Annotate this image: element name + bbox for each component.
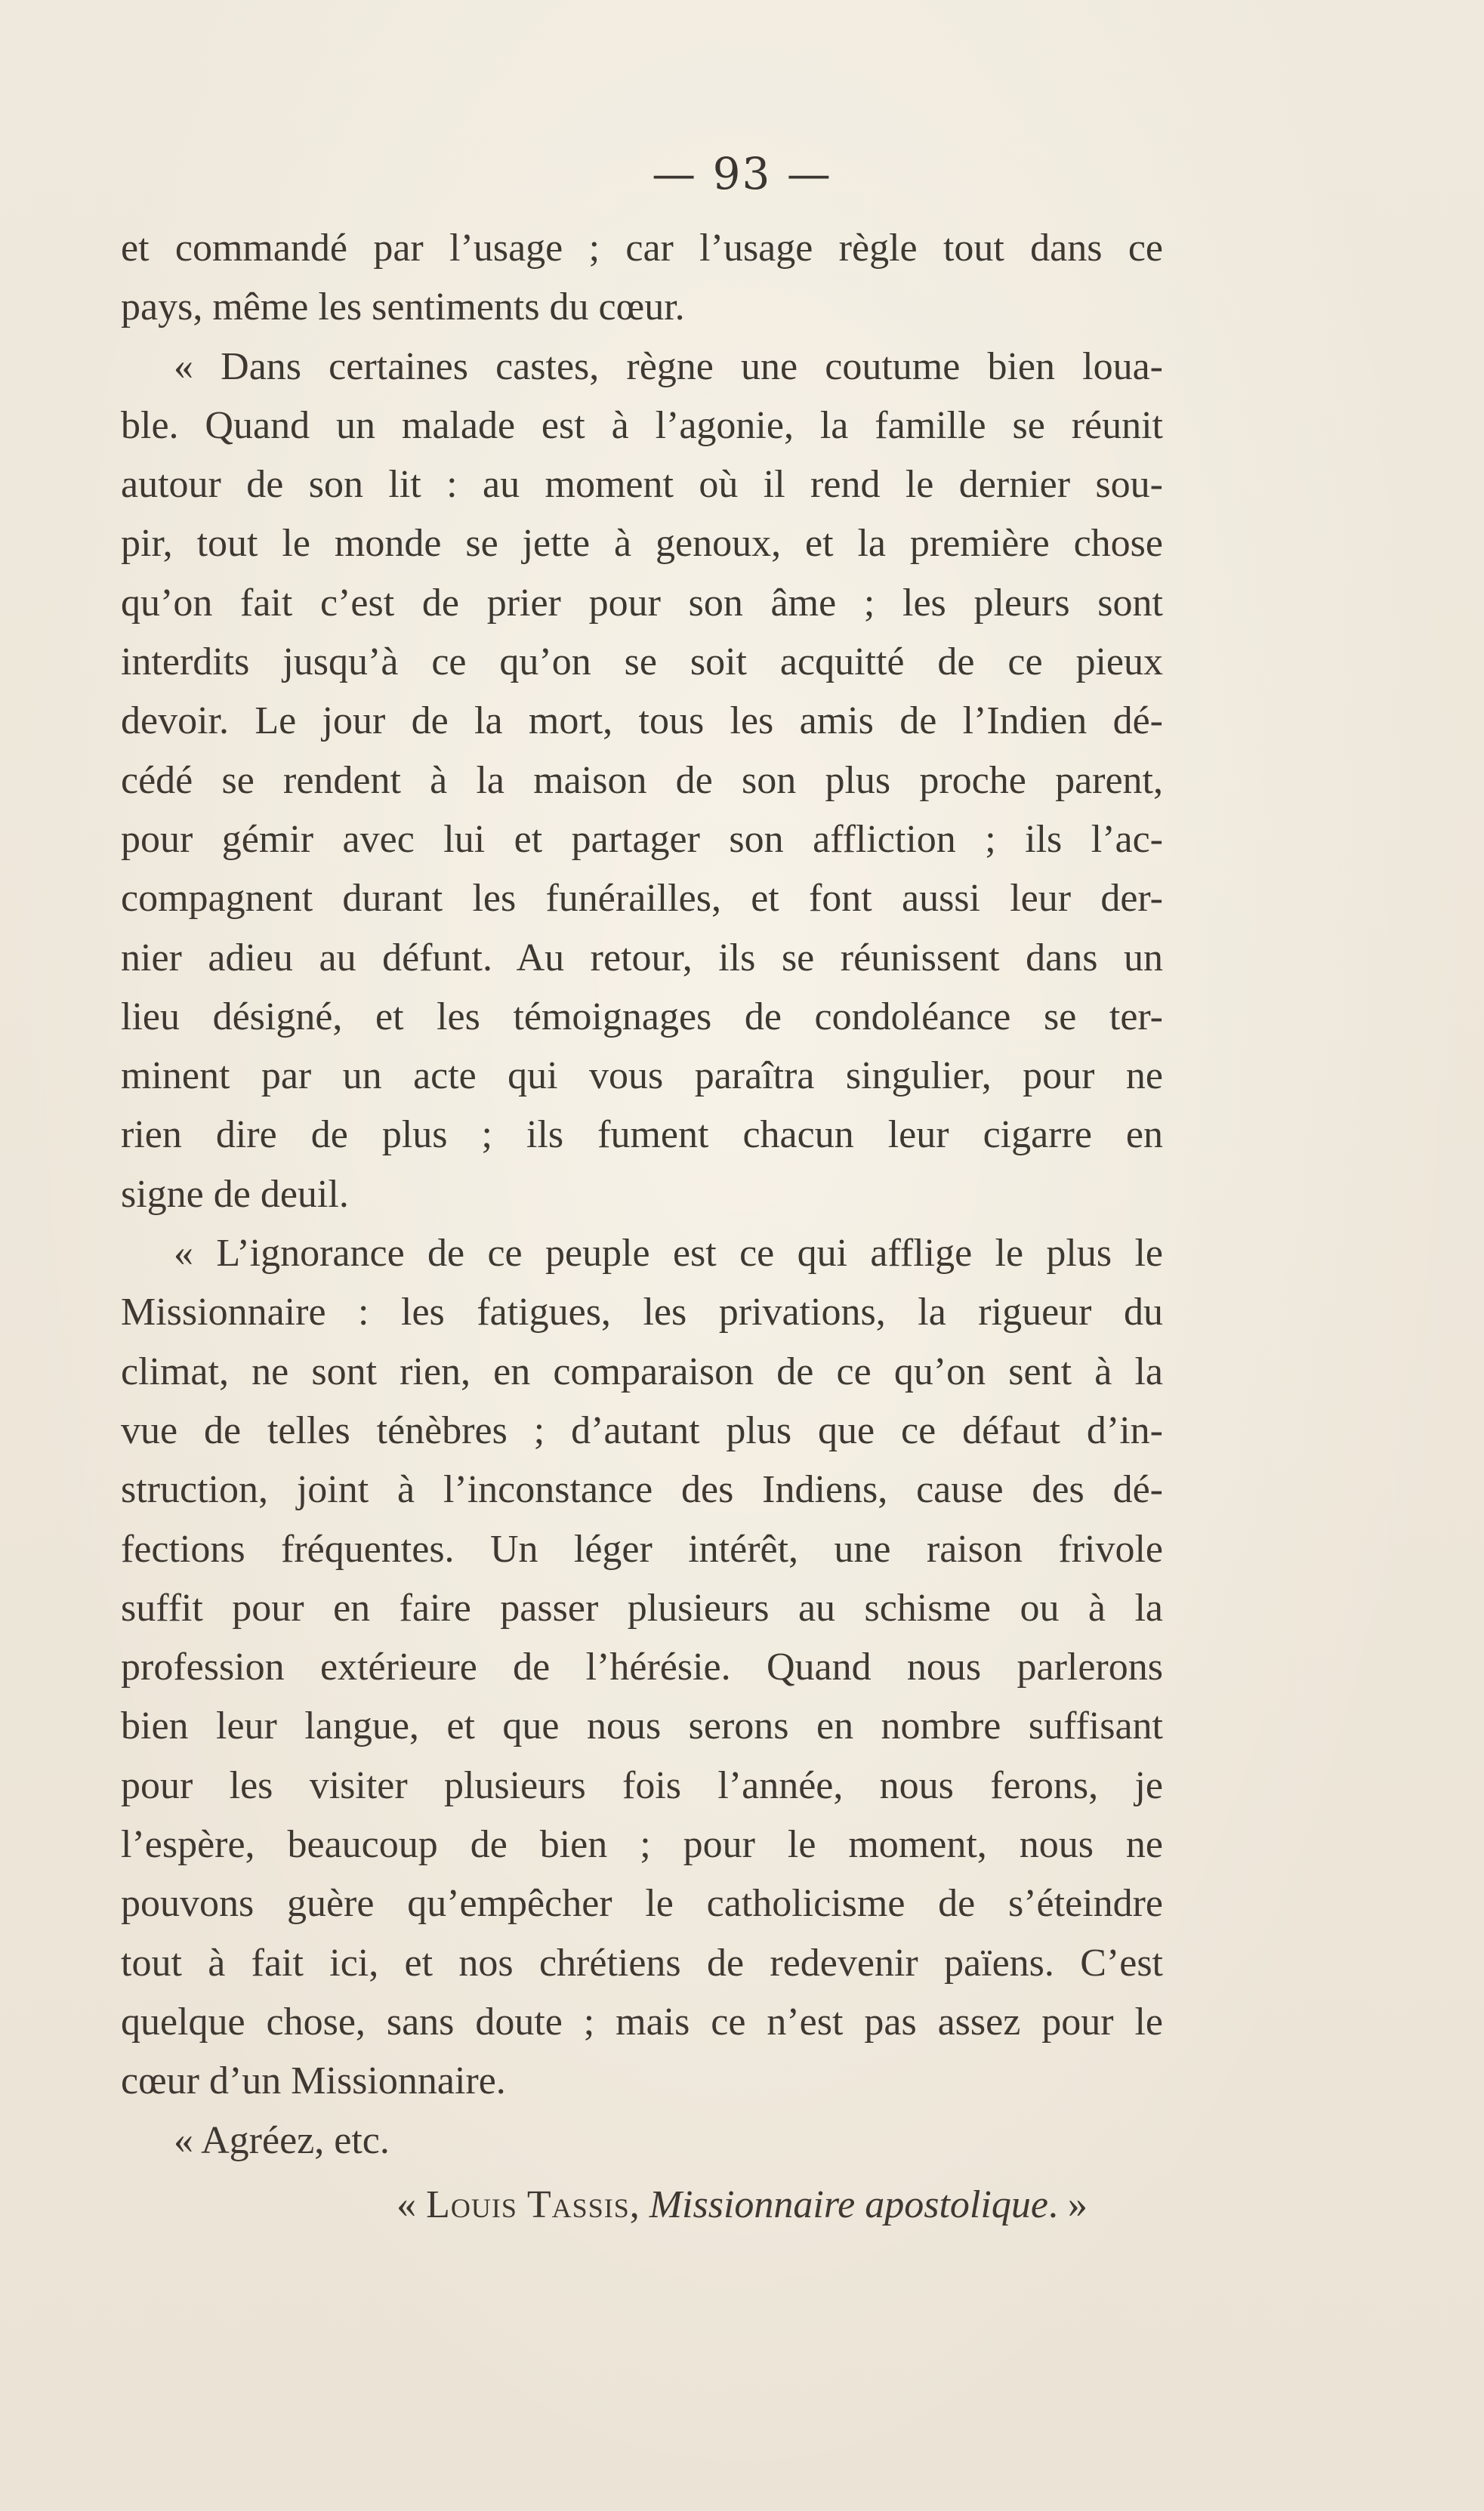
text-line: tout à fait ici, et nos chrétiens de redevenir païens. C’est (121, 1941, 1163, 1985)
text-line: lieu désigné, et les témoignages de condoléance se ter- (121, 995, 1163, 1038)
text-line: devoir. Le jour de la mort, tous les amis de l’Indien dé- (121, 699, 1163, 743)
text-line: Missionnaire : les fatigues, les privations, la rigueur du (121, 1291, 1163, 1334)
text-line: pour gémir avec lui et partager son affliction ; ils l’ac- (121, 817, 1163, 861)
text-line: pir, tout le monde se jette à genoux, et la première chose (121, 522, 1163, 566)
text-line: pouvons guère qu’empêcher le catholicisme de s’éteindre (121, 1882, 1163, 1926)
text-line: et commandé par l’usage ; car l’usage règle tout dans ce (121, 227, 1163, 270)
text-line: cœur d’un Missionnaire. (121, 2059, 506, 2103)
text-line: pour les visiter plusieurs fois l’année, nous ferons, je (121, 1763, 1163, 1807)
text-line: l’espère, beaucoup de bien ; pour le moment, nous ne (121, 1823, 1163, 1867)
text-line: minent par un acte qui vous paraîtra singulier, pour ne (121, 1054, 1163, 1098)
text-line: climat, ne sont rien, en comparaison de ce qu’on sent à la (121, 1350, 1163, 1393)
text-line: struction, joint à l’inconstance des Indiens, cause des dé- (121, 1468, 1163, 1512)
text-line: profession extérieure de l’hérésie. Quand nous parlerons (121, 1646, 1163, 1689)
signature-name: Louis Tassis (426, 2183, 630, 2226)
text-line: qu’on fait c’est de prier pour son âme ; les pleurs sont (121, 581, 1163, 625)
text-line: quelque chose, sans doute ; mais ce n’est pas assez pour le (121, 2000, 1163, 2044)
text-line: « Agréez, etc. (174, 2118, 390, 2162)
text-line: fections fréquentes. Un léger intérêt, une raison frivole (121, 1527, 1163, 1571)
text-line: bien leur langue, et que nous serons en nombre suffisant (121, 1704, 1163, 1748)
text-line: nier adieu au défunt. Au retour, ils se réunissent dans un (121, 936, 1163, 979)
signature-close-quote: . » (1047, 2183, 1088, 2226)
text-line: vue de telles ténèbres ; d’autant plus que ce défaut d’in- (121, 1408, 1163, 1452)
page-number: — 93 — (652, 148, 832, 199)
signature-title: Missionnaire apostolique (649, 2183, 1048, 2226)
text-line: « L’ignorance de ce peuple est ce qui afflige le plus le (174, 1232, 1163, 1276)
body-text (121, 219, 1163, 2170)
text-line: pays, même les sentiments du cœur. (121, 285, 685, 329)
text-line: autour de son lit : au moment où il rend le dernier sou- (121, 463, 1163, 507)
text-line: interdits jusqu’à ce qu’on se soit acquitté de ce pieux (121, 640, 1163, 684)
text-line: suffit pour en faire passer plusieurs au schisme ou à la (121, 1586, 1163, 1630)
text-line: signe de deuil. (121, 1172, 349, 1216)
signature-line (0, 2182, 1484, 2227)
text-line: compagnent durant les funérailles, et font aussi leur der- (121, 877, 1163, 921)
text-line: rien dire de plus ; ils fument chacun leur cigarre en (121, 1113, 1163, 1157)
signature-separator: , (629, 2183, 649, 2226)
text-line: « Dans certaines castes, règne une coutume bien loua- (174, 344, 1163, 388)
text-line: ble. Quand un malade est à l’agonie, la famille se réunit (121, 403, 1163, 447)
signature-open-quote: « (396, 2183, 427, 2226)
text-line: cédé se rendent à la maison de son plus proche parent, (121, 758, 1163, 802)
